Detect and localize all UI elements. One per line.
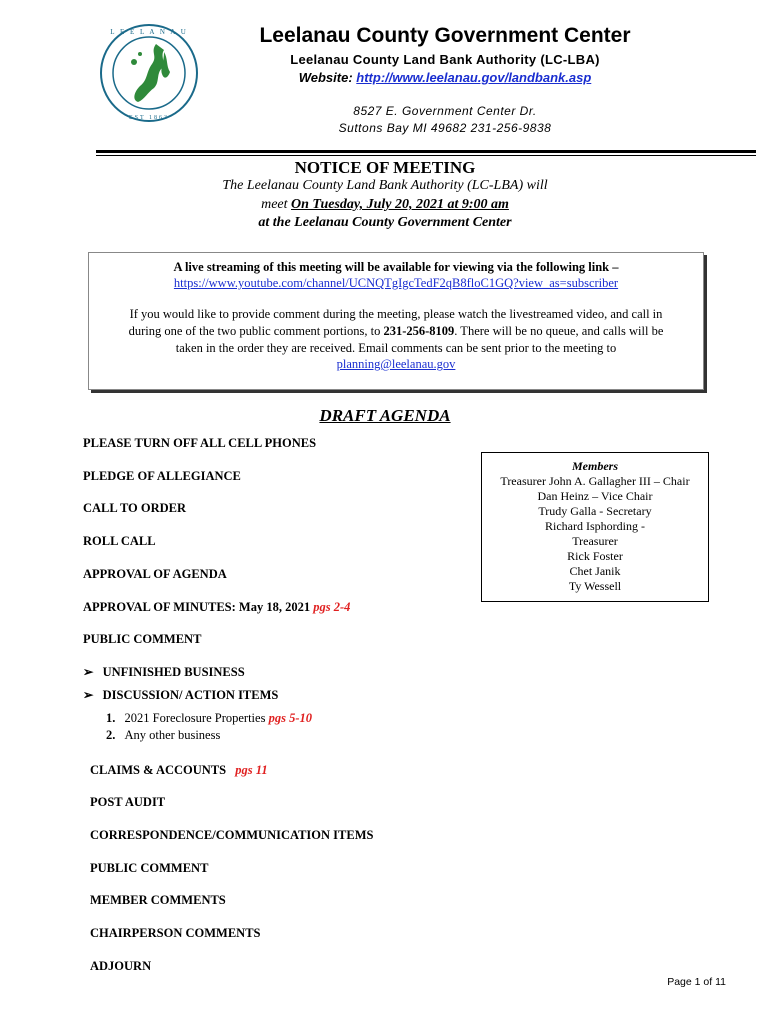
notice-line-1: The Leelanau County Land Bank Authority (LC-LBA) will bbox=[222, 178, 548, 193]
agenda-item-approval-agenda: APPROVAL OF AGENDA bbox=[83, 567, 227, 581]
agenda-item-cell-phones: PLEASE TURN OFF ALL CELL PHONES bbox=[83, 436, 317, 450]
agenda-item-discussion bbox=[83, 687, 278, 703]
member-name: Ty Wessell bbox=[568, 579, 622, 593]
unfinished-label: UNFINISHED BUSINESS bbox=[102, 665, 245, 679]
member-name: Treasurer bbox=[572, 534, 618, 548]
claims-label: CLAIMS & ACCOUNTS bbox=[90, 763, 227, 777]
notice-title: NOTICE OF MEETING bbox=[294, 158, 476, 177]
header-divider-thick bbox=[96, 150, 756, 153]
claims-pages: pgs 11 bbox=[235, 763, 268, 777]
header-address bbox=[200, 103, 690, 137]
header-subtitle: Leelanau County Land Bank Authority (LC-LBA) bbox=[290, 52, 600, 67]
discussion-subitem-2 bbox=[106, 728, 220, 743]
header-divider-thin bbox=[96, 155, 756, 156]
notice-line-2 bbox=[0, 197, 770, 213]
livestream-intro: A live streaming of this meeting will be available for viewing via the following link – bbox=[173, 260, 619, 274]
agenda-item-call-to-order: CALL TO ORDER bbox=[83, 501, 187, 515]
subitem-2-number: 2. bbox=[106, 728, 116, 742]
livestream-link[interactable]: https://www.youtube.com/channel/UCNQTgIgcTedF2qB8floC1GQ?view_as=subscriber bbox=[173, 276, 619, 290]
notice-line-3: at the Leelanau County Government Center bbox=[258, 215, 512, 230]
subitem-1-number: 1. bbox=[106, 711, 116, 725]
email-link[interactable]: planning@leelanau.gov bbox=[336, 357, 456, 371]
website-link[interactable]: http://www.leelanau.gov/landbank.asp bbox=[356, 70, 592, 85]
member-name: Treasurer John A. Gallagher III – Chair bbox=[500, 474, 690, 488]
discussion-subitem-1 bbox=[106, 711, 312, 726]
agenda-title: DRAFT AGENDA bbox=[319, 406, 451, 425]
website-label: Website: bbox=[298, 70, 353, 85]
discussion-label: DISCUSSION/ ACTION ITEMS bbox=[102, 688, 279, 702]
address-line-1: 8527 E. Government Center Dr. bbox=[353, 104, 537, 118]
agenda-item-public-comment-2: PUBLIC COMMENT bbox=[90, 861, 209, 875]
comment-para-line-1: If you would like to provide comment during the meeting, please watch the livestreamed video, and call in bbox=[129, 307, 663, 321]
header-website bbox=[200, 70, 690, 85]
agenda-item-roll-call: ROLL CALL bbox=[83, 534, 156, 548]
members-title: Members bbox=[572, 459, 618, 473]
member-name: Rick Foster bbox=[567, 549, 623, 563]
subitem-2-text: Any other business bbox=[124, 728, 221, 742]
members-box bbox=[481, 452, 709, 602]
agenda-item-public-comment-1: PUBLIC COMMENT bbox=[83, 632, 202, 646]
agenda-item-unfinished bbox=[83, 664, 245, 680]
meeting-date: On Tuesday, July 20, 2021 at 9:00 am bbox=[291, 197, 509, 212]
agenda-item-claims bbox=[90, 763, 268, 778]
bullet-arrow-icon: ➢ bbox=[83, 665, 94, 679]
notice-meet-prefix: meet bbox=[261, 197, 288, 212]
county-seal-logo bbox=[98, 22, 200, 124]
header-title: Leelanau County Government Center bbox=[259, 24, 631, 47]
agenda-item-adjourn: ADJOURN bbox=[90, 959, 152, 973]
svg-text:L E E L A N A U: L E E L A N A U bbox=[110, 28, 188, 36]
agenda-item-pledge: PLEDGE OF ALLEGIANCE bbox=[83, 469, 241, 483]
livestream-link-row bbox=[88, 276, 704, 291]
agenda-item-member-comments: MEMBER COMMENTS bbox=[90, 893, 226, 907]
approval-minutes-label: APPROVAL OF MINUTES: May 18, 2021 bbox=[83, 600, 311, 614]
page-number: Page 1 of 11 bbox=[667, 976, 726, 988]
email-row bbox=[88, 357, 704, 372]
subitem-1-text: 2021 Foreclosure Properties bbox=[124, 711, 266, 725]
call-in-phone: 231-256-8109 bbox=[383, 324, 455, 338]
member-name: Dan Heinz – Vice Chair bbox=[537, 489, 653, 503]
agenda-item-correspondence: CORRESPONDENCE/COMMUNICATION ITEMS bbox=[90, 828, 374, 842]
svg-text:EST 1863: EST 1863 bbox=[128, 115, 170, 121]
member-name: Richard Isphording - bbox=[545, 519, 645, 533]
member-name: Chet Janik bbox=[569, 564, 621, 578]
comment-para-text-a: during one of the two public comment portions, to bbox=[128, 324, 381, 338]
comment-para-line-2 bbox=[88, 324, 704, 339]
approval-minutes-pages: pgs 2-4 bbox=[313, 600, 351, 614]
comment-para-text-b: . There will be no queue, and calls will be bbox=[454, 324, 664, 338]
address-line-2: Suttons Bay MI 49682 231-256-9838 bbox=[338, 121, 552, 135]
bullet-arrow-icon: ➢ bbox=[83, 688, 94, 702]
comment-para-line-3: taken in the order they are received. Email comments can be sent prior to the meeting to bbox=[175, 341, 617, 355]
subitem-1-pages: pgs 5-10 bbox=[268, 711, 312, 725]
agenda-item-chair-comments: CHAIRPERSON COMMENTS bbox=[90, 926, 261, 940]
member-name: Trudy Galla - Secretary bbox=[538, 504, 652, 518]
agenda-item-approval-minutes bbox=[83, 600, 350, 615]
agenda-item-post-audit: POST AUDIT bbox=[90, 795, 166, 809]
